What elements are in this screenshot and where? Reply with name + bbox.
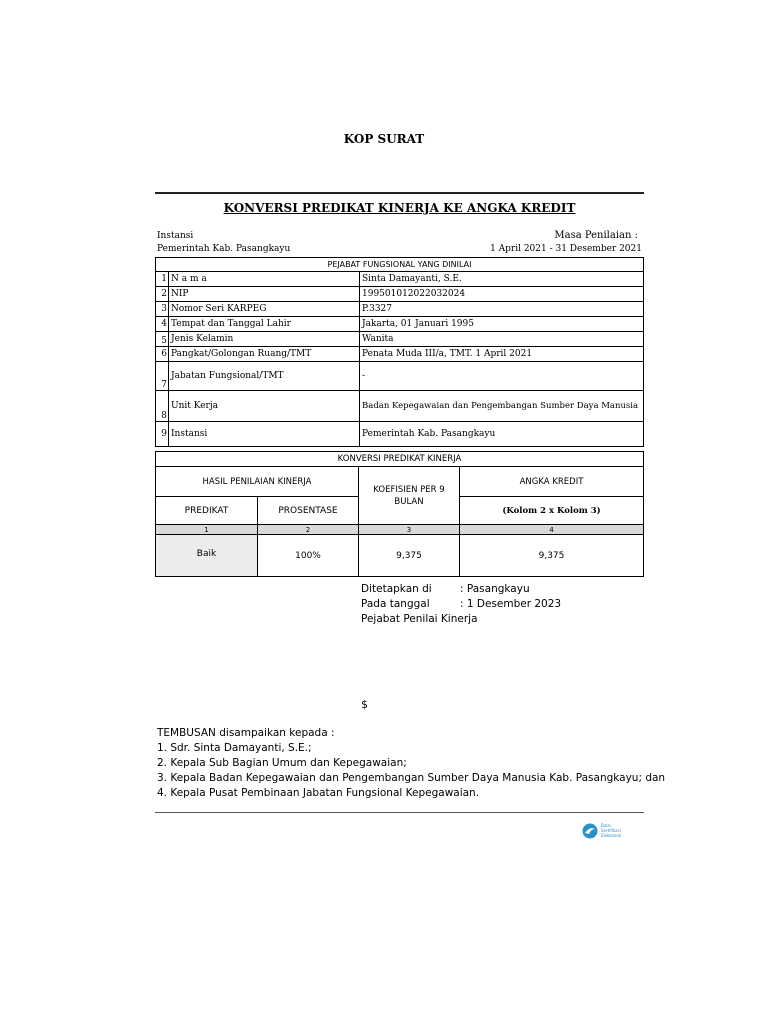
row-value: Jakarta, 01 Januari 1995: [360, 317, 644, 332]
tembusan-intro: TEMBUSAN disampaikan kepada :: [157, 727, 335, 739]
logo-text-line: Elektronik: [601, 833, 621, 838]
row-number: 2: [156, 287, 169, 302]
bsre-logo-text: [601, 823, 621, 838]
tanggal-label: Pada tanggal: [361, 598, 430, 610]
konversi-section-title: KONVERSI PREDIKAT KINERJA: [156, 452, 644, 467]
table-row: [156, 347, 644, 362]
row-value: Penata Muda III/a, TMT. 1 April 2021: [360, 347, 644, 362]
table-row: [156, 422, 644, 447]
koefisien-header: KOEFISIEN PER 9 BULAN: [359, 467, 460, 525]
row-label: Instansi: [169, 422, 360, 447]
masa-penilaian-value: 1 April 2021 - 31 Desember 2021: [490, 244, 642, 254]
row-number: 6: [156, 347, 169, 362]
row-value: Sinta Damayanti, S.E.: [360, 272, 644, 287]
formula-header: (Kolom 2 x Kolom 3): [460, 497, 644, 525]
pejabat-penilai: Pejabat Penilai Kinerja: [361, 613, 478, 625]
row-label: Jabatan Fungsional/TMT: [169, 362, 360, 391]
pejabat-section-title: PEJABAT FUNGSIONAL YANG DINILAI: [156, 258, 644, 272]
row-label: Pangkat/Golongan Ruang/TMT: [169, 347, 360, 362]
table-row: [156, 272, 644, 287]
col-number: 2: [258, 525, 359, 535]
list-item: 1. Sdr. Sinta Damayanti, S.E.;: [157, 742, 312, 754]
predikat-header: PREDIKAT: [156, 497, 258, 525]
col-number: 4: [460, 525, 644, 535]
kop-surat: KOP SURAT: [343, 132, 425, 146]
table-row: [156, 302, 644, 317]
row-number: 4: [156, 317, 169, 332]
bottom-divider: [155, 812, 644, 813]
list-item: 4. Kepala Pusat Pembinaan Jabatan Fungsional Kepegawaian.: [157, 787, 480, 799]
ditetapkan-value: : Pasangkayu: [460, 583, 530, 595]
row-number: 5: [156, 332, 169, 347]
row-label: Jenis Kelamin: [169, 332, 360, 347]
bsre-logo-icon: [582, 823, 598, 839]
predikat-value: Baik: [156, 535, 258, 577]
row-label: Nomor Seri KARPEG: [169, 302, 360, 317]
pejabat-table: [155, 257, 644, 447]
list-item: 3. Kepala Badan Kepegawaian dan Pengembangan Sumber Daya Manusia Kab. Pasangkayu; dan: [157, 772, 666, 784]
masa-penilaian-label: Masa Penilaian :: [554, 230, 638, 241]
hasil-penilaian-header: HASIL PENILAIAN KINERJA: [156, 467, 359, 497]
col-number: 3: [359, 525, 460, 535]
row-number: 8: [156, 391, 169, 422]
instansi-label: Instansi: [157, 231, 194, 241]
row-value: P.3327: [360, 302, 644, 317]
logo-text-line: Sertifikasi: [601, 828, 621, 833]
row-number: 9: [156, 422, 169, 447]
koefisien-value: 9,375: [359, 535, 460, 577]
angka-kredit-value: 9,375: [460, 535, 644, 577]
table-row: [156, 332, 644, 347]
list-item: 2. Kepala Sub Bagian Umum dan Kepegawaian;: [157, 757, 407, 769]
signature-placeholder: $: [361, 698, 368, 711]
row-number: 1: [156, 272, 169, 287]
instansi-value: Pemerintah Kab. Pasangkayu: [157, 244, 291, 254]
row-label: NIP: [169, 287, 360, 302]
row-value: Wanita: [360, 332, 644, 347]
table-row: [156, 317, 644, 332]
table-row: [156, 362, 644, 391]
row-value: Badan Kepegawaian dan Pengembangan Sumber Daya Manusia: [360, 391, 644, 422]
row-label: N a m a: [169, 272, 360, 287]
angka-kredit-header: ANGKA KREDIT: [460, 467, 644, 497]
ditetapkan-label: Ditetapkan di: [361, 583, 432, 595]
table-row: [156, 287, 644, 302]
row-value: -: [360, 362, 644, 391]
tanggal-value: : 1 Desember 2023: [460, 598, 562, 610]
row-number: 7: [156, 362, 169, 391]
row-number: 3: [156, 302, 169, 317]
row-value: 199501012022032024: [360, 287, 644, 302]
row-value: Pemerintah Kab. Pasangkayu: [360, 422, 644, 447]
top-divider: [155, 192, 644, 194]
logo-text-line: Balai: [601, 823, 611, 828]
konversi-table: [155, 451, 644, 577]
table-row: [156, 535, 644, 577]
row-label: Tempat dan Tanggal Lahir: [169, 317, 360, 332]
document-title: KONVERSI PREDIKAT KINERJA KE ANGKA KREDIT: [223, 201, 576, 215]
table-row: [156, 391, 644, 422]
col-number: 1: [156, 525, 258, 535]
prosentase-header: PROSENTASE: [258, 497, 359, 525]
prosentase-value: 100%: [258, 535, 359, 577]
row-label: Unit Kerja: [169, 391, 360, 422]
